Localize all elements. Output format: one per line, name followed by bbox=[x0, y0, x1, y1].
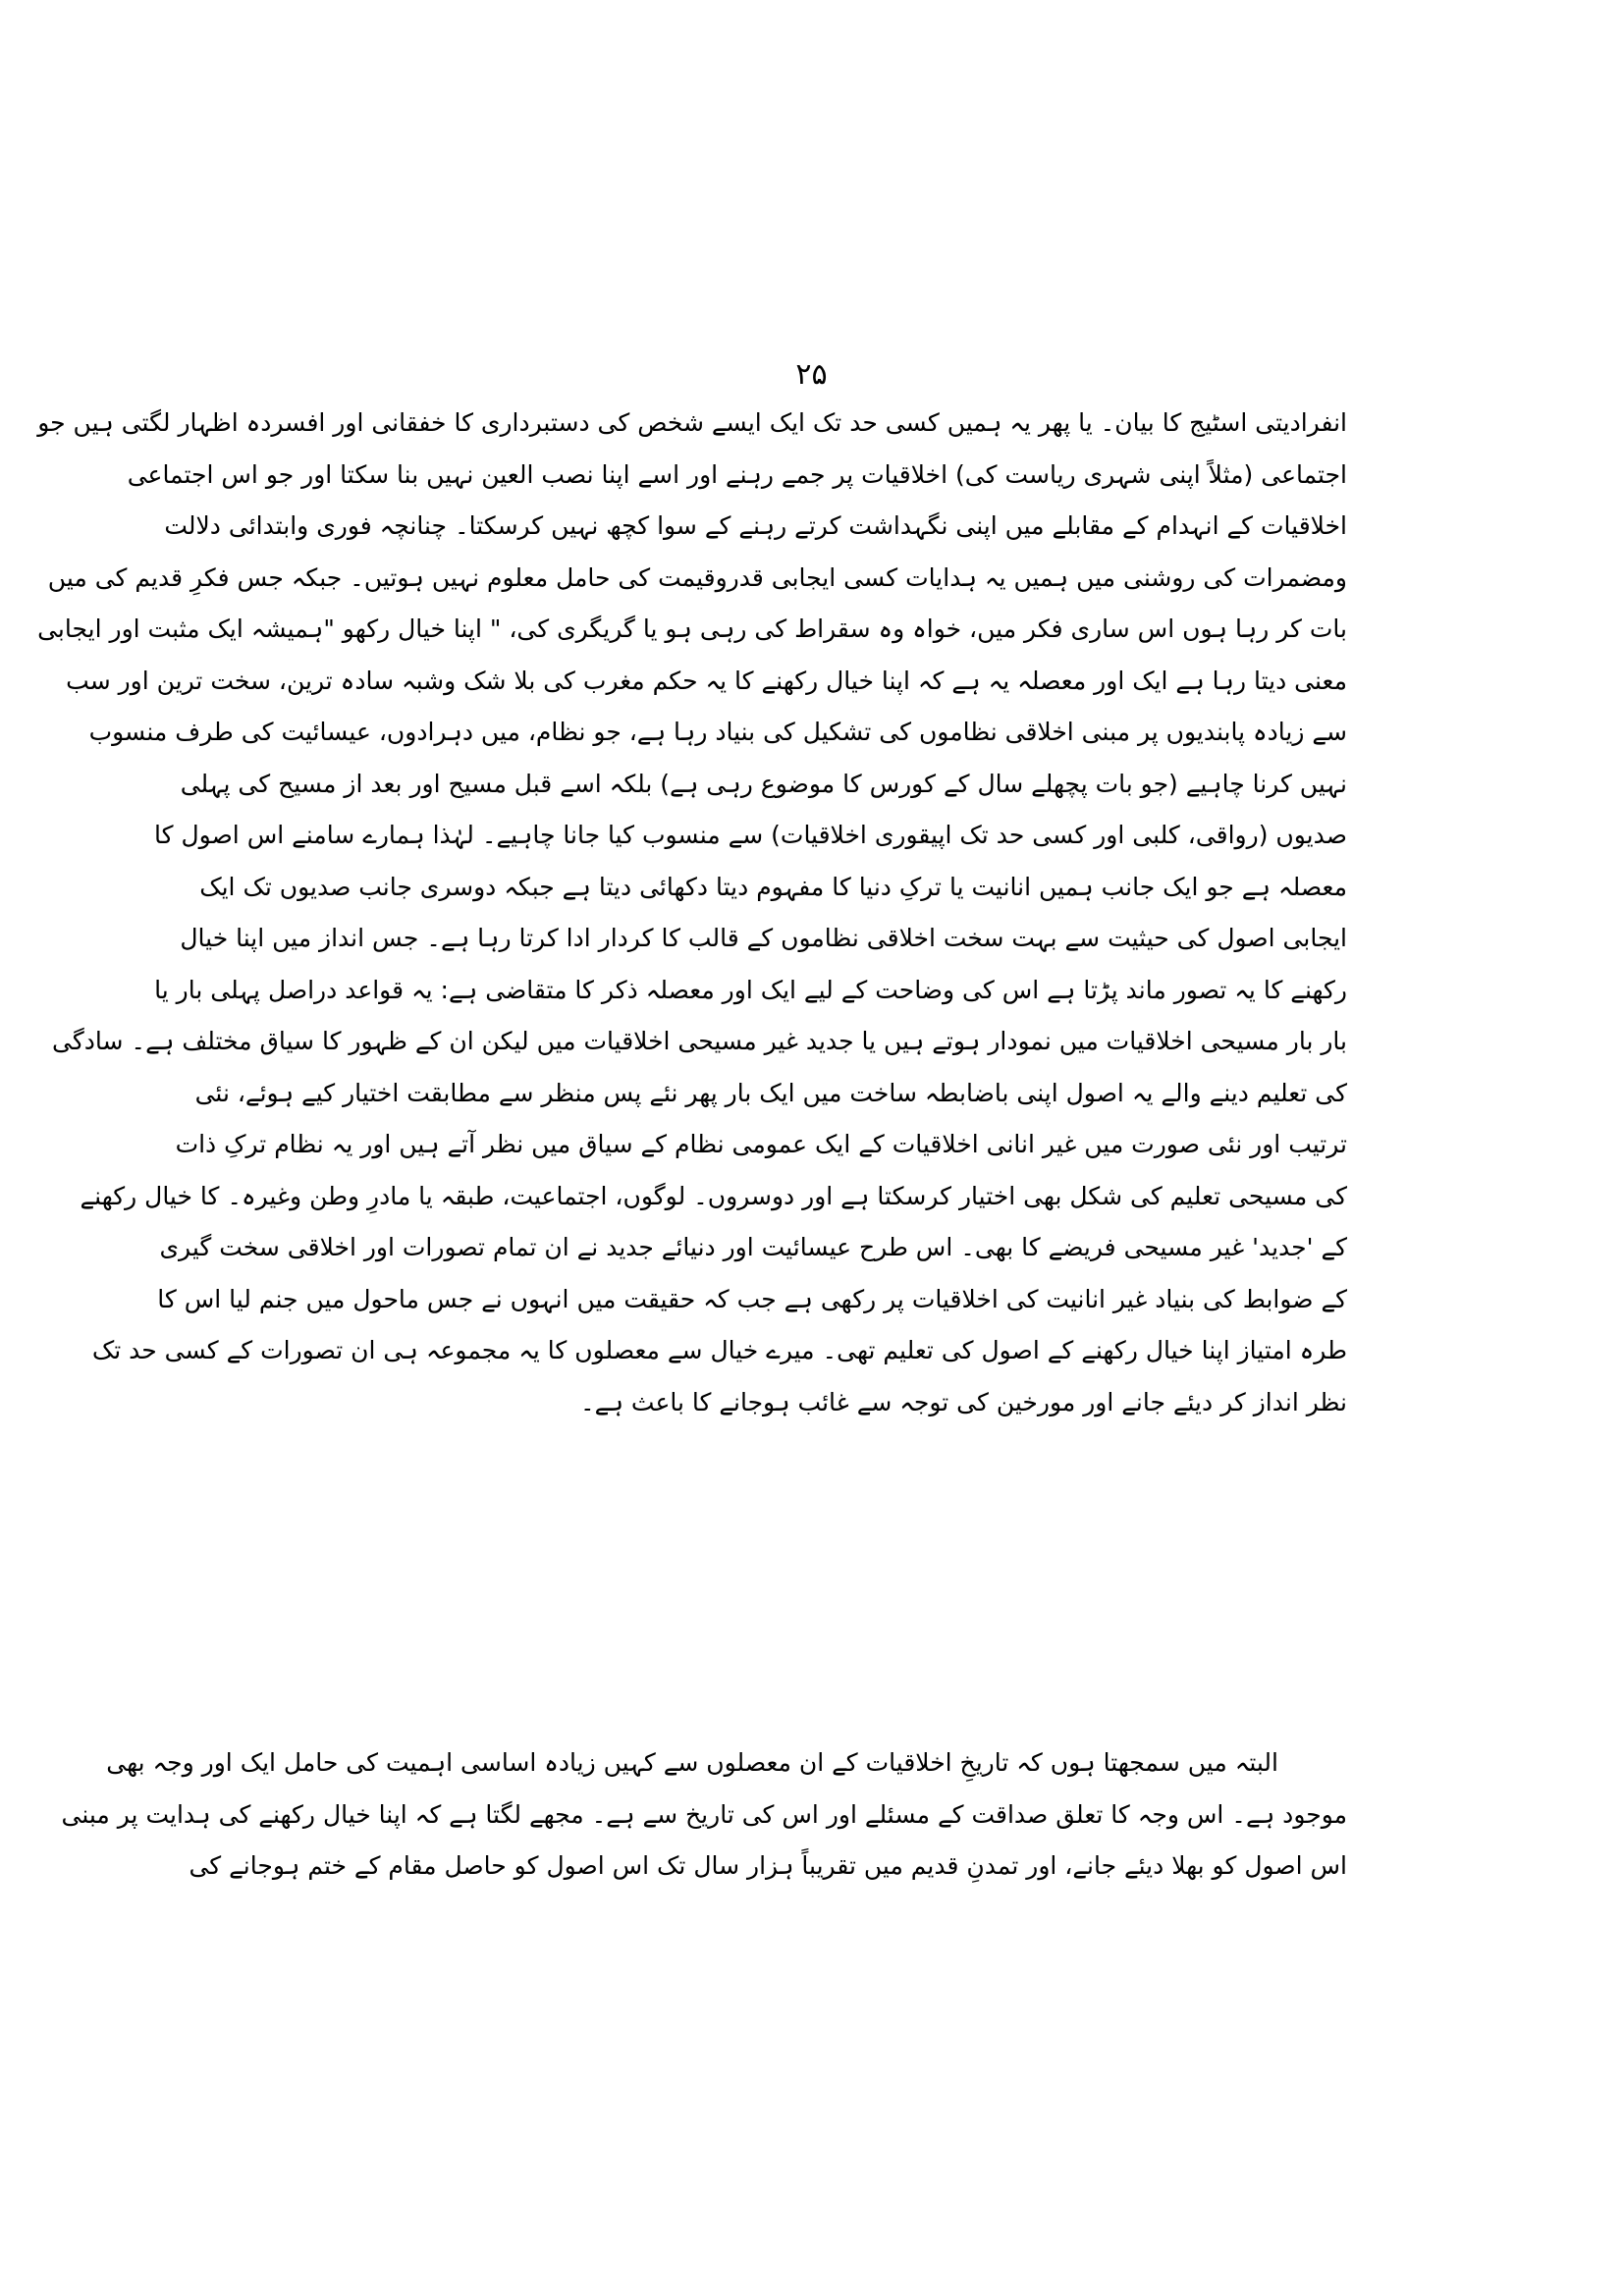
text-line: سے زیادہ پابندیوں پر مبنی اخلاقی نظاموں کی تشکیل کی بنیاد رہا ہے، جو نظام، میں دہرادوں، عیسائیت کی طرف منسوب bbox=[88, 718, 1347, 746]
text-line: طرہ امتیاز اپنا خیال رکھنے کے اصول کی تعلیم تھی۔ میرے خیال سے معصلوں کا یہ مجموعہ ہی ان تصورات کے کسی حد تک bbox=[91, 1336, 1347, 1364]
text-line: کے ضوابط کی بنیاد غیر انانیت کی اخلاقیات پر رکھی ہے جب کہ حقیقت میں انہوں نے جس ماحول میں جنم لیا اس کا bbox=[157, 1284, 1347, 1313]
text-line: ترتیب اور نئی صورت میں غیر انانی اخلاقیات کے ایک عمومی نظام کے سیاق میں نظر آتے ہیں اور یہ نظام ترکِ ذات bbox=[175, 1130, 1347, 1158]
text-line: البتہ میں سمجھتا ہوں کہ تاریخِ اخلاقیات کے ان معصلوں سے کہیں زیادہ اساسی اہمیت کی حامل ایک اور وجہ بھی bbox=[106, 1748, 1278, 1777]
text-line: معصلہ ہے جو ایک جانب ہمیں انانیت یا ترکِ دنیا کا مفہوم دیتا دکھائی دیتا ہے جبکہ دوسری جانب صدیوں تک ایک bbox=[199, 872, 1347, 901]
paragraph-1 bbox=[37, 398, 1347, 1428]
paragraph-2 bbox=[61, 1737, 1347, 1893]
text-line: نظر انداز کر دیئے جانے اور مورخین کی توجہ سے غائب ہوجانے کا باعث ہے۔ bbox=[580, 1387, 1347, 1416]
text-line: بار بار مسیحی اخلاقیات میں نمودار ہوتے ہیں یا جدید غیر مسیحی اخلاقیات میں لیکن ان کے ظہور کا سیاق مختلف ہے۔ سادگی bbox=[52, 1027, 1347, 1055]
text-line: موجود ہے۔ اس وجہ کا تعلق صداقت کے مسئلے اور اس کی تاریخ سے ہے۔ مجھے لگتا ہے کہ اپنا خیال رکھنے کی ہدایت پر مبنی bbox=[61, 1799, 1347, 1829]
text-line: ومضمرات کی روشنی میں ہمیں یہ ہدایات کسی ایجابی قدروقیمت کی حامل معلوم نہیں ہوتیں۔ جبکہ جس فکرِ قدیم کی میں bbox=[47, 562, 1347, 592]
text-line: کی مسیحی تعلیم کی شکل بھی اختیار کرسکتا ہے اور دوسروں۔ لوگوں، اجتماعیت، طبقہ یا مادرِ وطن وغیرہ۔ کا خیال رکھنے bbox=[80, 1181, 1347, 1210]
text-line: بات کر رہا ہوں اس ساری فکر میں، خواہ وہ سقراط کی رہی ہو یا گریگری کی، " اپنا خیال رکھو "ہمیشہ ایک مثبت اور ایجابی bbox=[37, 614, 1347, 643]
text-line: کی تعلیم دینے والے یہ اصول اپنی باضابطہ ساخت میں ایک بار پھر نئے پس منظر سے مطابقت اختیار کیے ہوئے، نئی bbox=[194, 1078, 1347, 1107]
page-number: ۲۵ bbox=[795, 357, 828, 392]
text-line: ایجابی اصول کی حیثیت سے بہت سخت اخلاقی نظاموں کے قالب کا کردار ادا کرتا رہا ہے۔ جس انداز میں اپنا خیال bbox=[180, 924, 1347, 952]
text-line: اخلاقیات کے انہدام کے مقابلے میں اپنی نگہداشت کرتے رہنے کے سوا کچھ نہیں کرسکتا۔ چنانچہ فوری وابتدائی دلالت bbox=[164, 511, 1347, 540]
text-line: اس اصول کو بھلا دیئے جانے، اور تمدنِ قدیم میں تقریباً ہزار سال تک اس اصول کو حاصل مقام کے ختم ہوجانے کی bbox=[189, 1851, 1347, 1880]
text-line: اجتماعی (مثلاً اپنی شہری ریاست کی) اخلاقیات پر جمے رہنے اور اسے اپنا نصب العین نہیں بنا سکتا اور جو اس اجتماعی bbox=[127, 459, 1347, 489]
text-line: انفرادیتی اسٹیج کا بیان۔ یا پھر یہ ہمیں کسی حد تک ایک ایسے شخص کی دستبرداری کا خفقانی اور افسردہ اظہار لگتی ہیں جو bbox=[37, 408, 1347, 437]
text-line: کے 'جدید' غیر مسیحی فریضے کا بھی۔ اس طرح عیسائیت اور دنیائے جدید نے ان تمام تصورات اور اخلاقی سخت گیری bbox=[159, 1233, 1347, 1261]
text-line: رکھنے کا یہ تصور ماند پڑتا ہے اس کی وضاحت کے لیے ایک اور معصلہ ذکر کا متقاضی ہے: یہ قواعد دراصل پہلی بار یا bbox=[154, 975, 1347, 1004]
text-line: صدیوں (رواقی، کلبی اور کسی حد تک اپیقوری اخلاقیات) سے منسوب کیا جانا چاہیے۔ لہٰذا ہمارے سامنے اس اصول کا bbox=[154, 821, 1347, 849]
text-line: نہیں کرنا چاہیے (جو بات پچھلے سال کے کورس کا موضوع رہی ہے) بلکہ اسے قبل مسیح اور بعد از مسیح کی پہلی bbox=[180, 769, 1347, 798]
text-line: معنی دیتا رہا ہے ایک اور معصلہ یہ ہے کہ اپنا خیال رکھنے کا یہ حکم مغرب کی بلا شک وشبہ سادہ ترین، سخت ترین اور سب bbox=[66, 666, 1347, 695]
